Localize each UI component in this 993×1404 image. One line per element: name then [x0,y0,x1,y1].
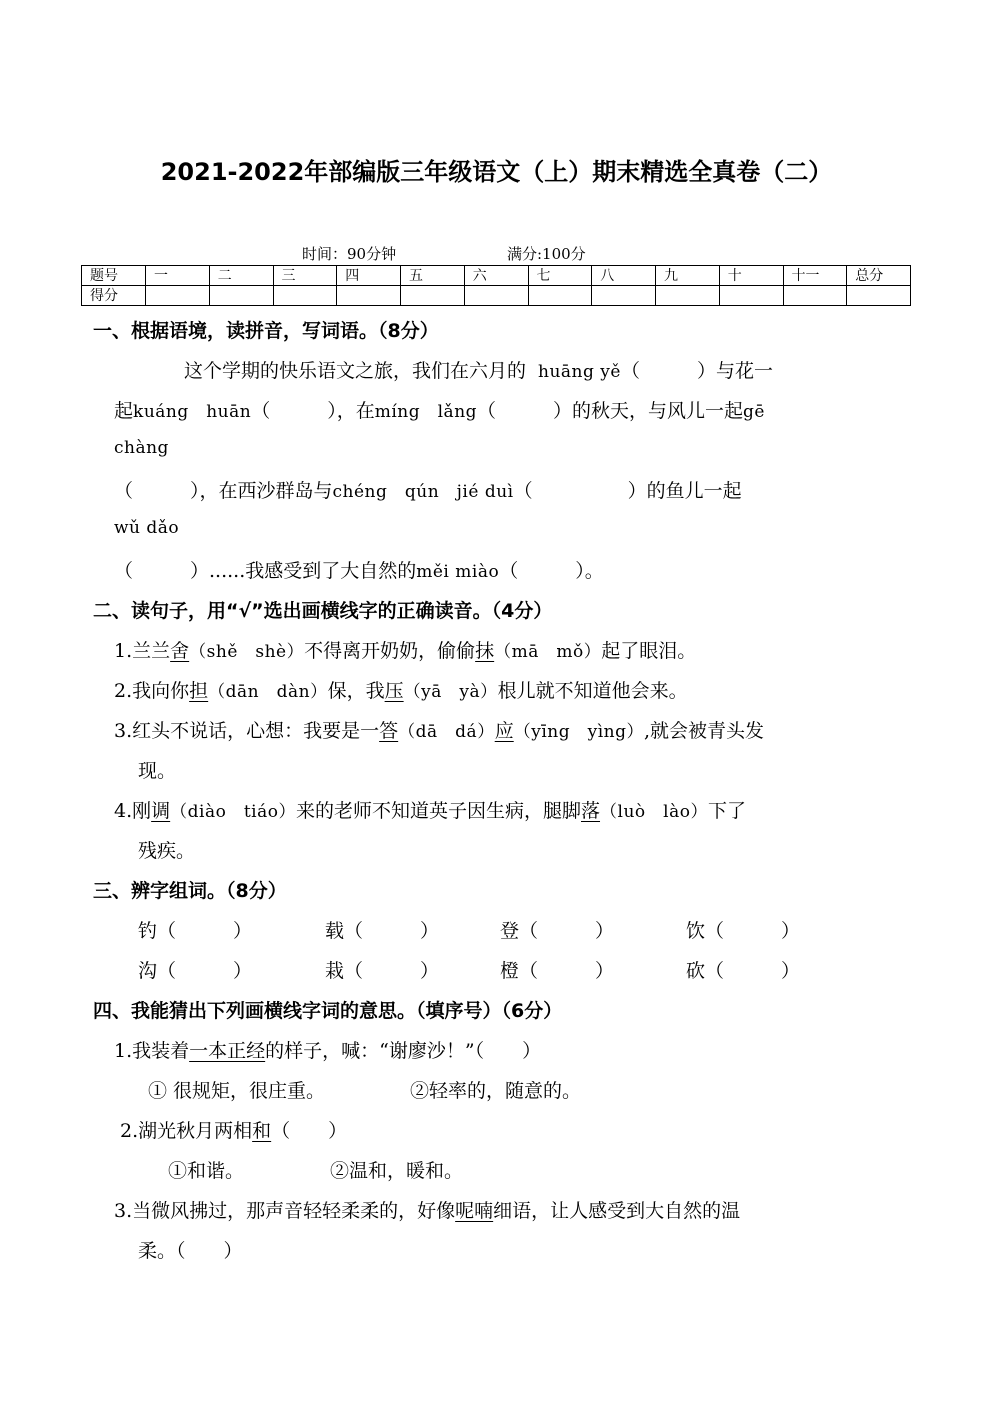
pinyin-choice[interactable]: （yīng yìng） [513,722,644,742]
s2-text: 1.兰兰 [114,640,171,662]
pinyin-choice[interactable]: （shě shè） [189,642,305,662]
score-cell: 二 [209,266,273,286]
s1-blank[interactable]: （ ），在 [251,400,375,422]
score-table-score-row [82,286,911,306]
score-cell: 五 [401,266,465,286]
pinyin-choice[interactable]: （diào tiáo） [170,802,296,822]
s2-question-2 [114,676,688,703]
underlined-char: 应 [494,720,514,742]
underlined-word: 呢喃 [455,1200,494,1222]
score-input-cell[interactable] [783,286,847,306]
s2-question-3 [114,716,764,743]
score-cell: 一 [146,266,210,286]
s4-blank[interactable]: 柔。（ ） [138,1240,243,1262]
section-2-heading: 二、读句子，用“√”选出画横线字的正确读音。（4分） [93,600,553,622]
score-cell: 六 [464,266,528,286]
s1-line-4 [114,476,742,503]
s4-blank[interactable]: （ ） [271,1120,348,1142]
s1-pinyin: huāng yě [538,362,621,382]
underlined-char: 舍 [170,640,190,662]
s3-item[interactable]: 砍（ ） [686,960,801,982]
exam-full-score: 满分:100分 [507,245,586,263]
score-input-cell[interactable] [719,286,783,306]
pinyin-choice[interactable]: （dā dá） [398,722,495,742]
s1-blank[interactable]: （ ）的秋天，与风儿一起 [477,400,744,422]
s1-pinyin: měi miào [416,562,500,582]
s1-blank[interactable]: （ ）......我感受到了大自然的 [114,560,417,582]
page-title: 2021-2022年部编版三年级语文（上）期末精选全真卷（二） [160,158,833,186]
s4-option: ②轻率的，随意的。 [410,1080,582,1102]
s4-text: 2.湖光秋月两相 [120,1120,253,1142]
s4-blank[interactable]: 的样子，喊：“谢廖沙！”（ ） [265,1040,542,1062]
section-1-heading: 一、根据语境，读拼音，写词语。（8分） [93,320,439,342]
s1-pinyin: kuáng huān [133,402,252,422]
s3-item[interactable]: 登（ ） [500,920,615,942]
exam-time: 时间：90分钟 [302,245,397,263]
underlined-char: 落 [581,800,601,822]
s4-question-3 [114,1196,740,1223]
score-input-cell[interactable] [146,286,210,306]
score-cell: 八 [592,266,656,286]
score-cell: 九 [656,266,720,286]
s1-line-1 [184,356,773,383]
section-4-heading: 四、我能猜出下列画横线字词的意思。（填序号）（6分） [93,1000,563,1022]
score-cell: 得分 [82,286,146,306]
score-input-cell[interactable] [337,286,401,306]
score-cell: 十一 [783,266,847,286]
score-input-cell[interactable] [464,286,528,306]
score-input-cell[interactable] [847,286,911,306]
score-table [81,265,911,306]
s4-text: 1.我装着 [114,1040,190,1062]
s2-question-4 [114,796,746,823]
s1-pinyin: chéng qún jié duì [332,482,514,502]
s2-text: 2.我向你 [114,680,190,702]
s2-text: 不得离开奶奶，偷偷 [304,640,476,662]
s2-text: 4.刚 [114,800,152,822]
s3-item[interactable]: 钓（ ） [138,920,253,942]
s4-text: 3.当微风拂过，那声音轻轻柔柔的，好像 [114,1200,456,1222]
underlined-char: 担 [189,680,209,702]
score-input-cell[interactable] [528,286,592,306]
s2-question-1 [114,636,696,663]
score-cell: 三 [273,266,337,286]
s3-item[interactable]: 橙（ ） [500,960,615,982]
s2-text: 根儿就不知道他会来。 [497,680,688,702]
s4-text: 细语，让人感受到大自然的温 [493,1200,741,1222]
s4-option: ②温和，暖和。 [330,1160,464,1182]
underlined-char: 答 [379,720,399,742]
s3-item[interactable]: 饮（ ） [686,920,801,942]
s2-text: 现。 [138,760,177,782]
score-cell: 七 [528,266,592,286]
s1-line-6 [114,556,604,583]
s1-pinyin: míng lǎng [374,402,478,422]
underlined-char: 抹 [475,640,495,662]
s4-question-1 [114,1036,541,1063]
s1-line-2 [114,396,765,423]
pinyin-choice[interactable]: （yā yà） [403,682,498,702]
pinyin-choice[interactable]: （dān dàn） [208,682,328,702]
s4-option: ① 很规矩，很庄重。 [148,1080,326,1102]
s3-item[interactable]: 沟（ ） [138,960,253,982]
s2-text: ,就会被青头发 [643,720,765,742]
s2-text: 3.红头不说话，心想：我要是一 [114,720,380,742]
s1-pinyin: gē [743,402,765,422]
s4-option: ①和谐。 [168,1160,245,1182]
score-input-cell[interactable] [401,286,465,306]
s2-text: 来的老师不知道英子因生病，腿脚 [295,800,581,822]
score-cell: 四 [337,266,401,286]
s1-text: 起 [114,400,134,422]
s1-text: 这个学期的快乐语文之旅，我们在六月的 [184,360,527,382]
s1-blank[interactable]: （ ）的鱼儿一起 [513,480,742,502]
pinyin-choice[interactable]: （luò lào） [600,802,708,822]
s2-text: 起了眼泪。 [601,640,697,662]
score-cell: 十 [719,266,783,286]
s2-text: 下了 [707,800,746,822]
score-input-cell[interactable] [209,286,273,306]
score-input-cell[interactable] [273,286,337,306]
s1-pinyin: wǔ dǎo [114,518,180,538]
score-table-header-row [82,266,911,286]
score-cell: 题号 [82,266,146,286]
s1-blank[interactable]: （ ）。 [499,560,604,582]
s1-pinyin: chàng [114,438,169,458]
score-input-cell[interactable] [592,286,656,306]
s2-text: 残疾。 [138,840,196,862]
score-input-cell[interactable] [656,286,720,306]
score-cell: 总分 [847,266,911,286]
s2-text: 保，我 [327,680,385,702]
underlined-char: 调 [151,800,171,822]
s4-question-2 [120,1116,347,1143]
s1-blank[interactable]: （ ），在西沙群岛与 [114,480,333,502]
underlined-word: 和 [252,1120,272,1142]
s3-item[interactable]: 栽（ ） [325,960,440,982]
section-3-heading: 三、辨字组词。（8分） [93,880,287,902]
s1-blank[interactable]: （ ）与花一 [620,360,773,382]
pinyin-choice[interactable]: （mā mǒ） [494,642,602,662]
underlined-word: 一本正经 [189,1040,266,1062]
s3-item[interactable]: 载（ ） [325,920,440,942]
underlined-char: 压 [384,680,404,702]
